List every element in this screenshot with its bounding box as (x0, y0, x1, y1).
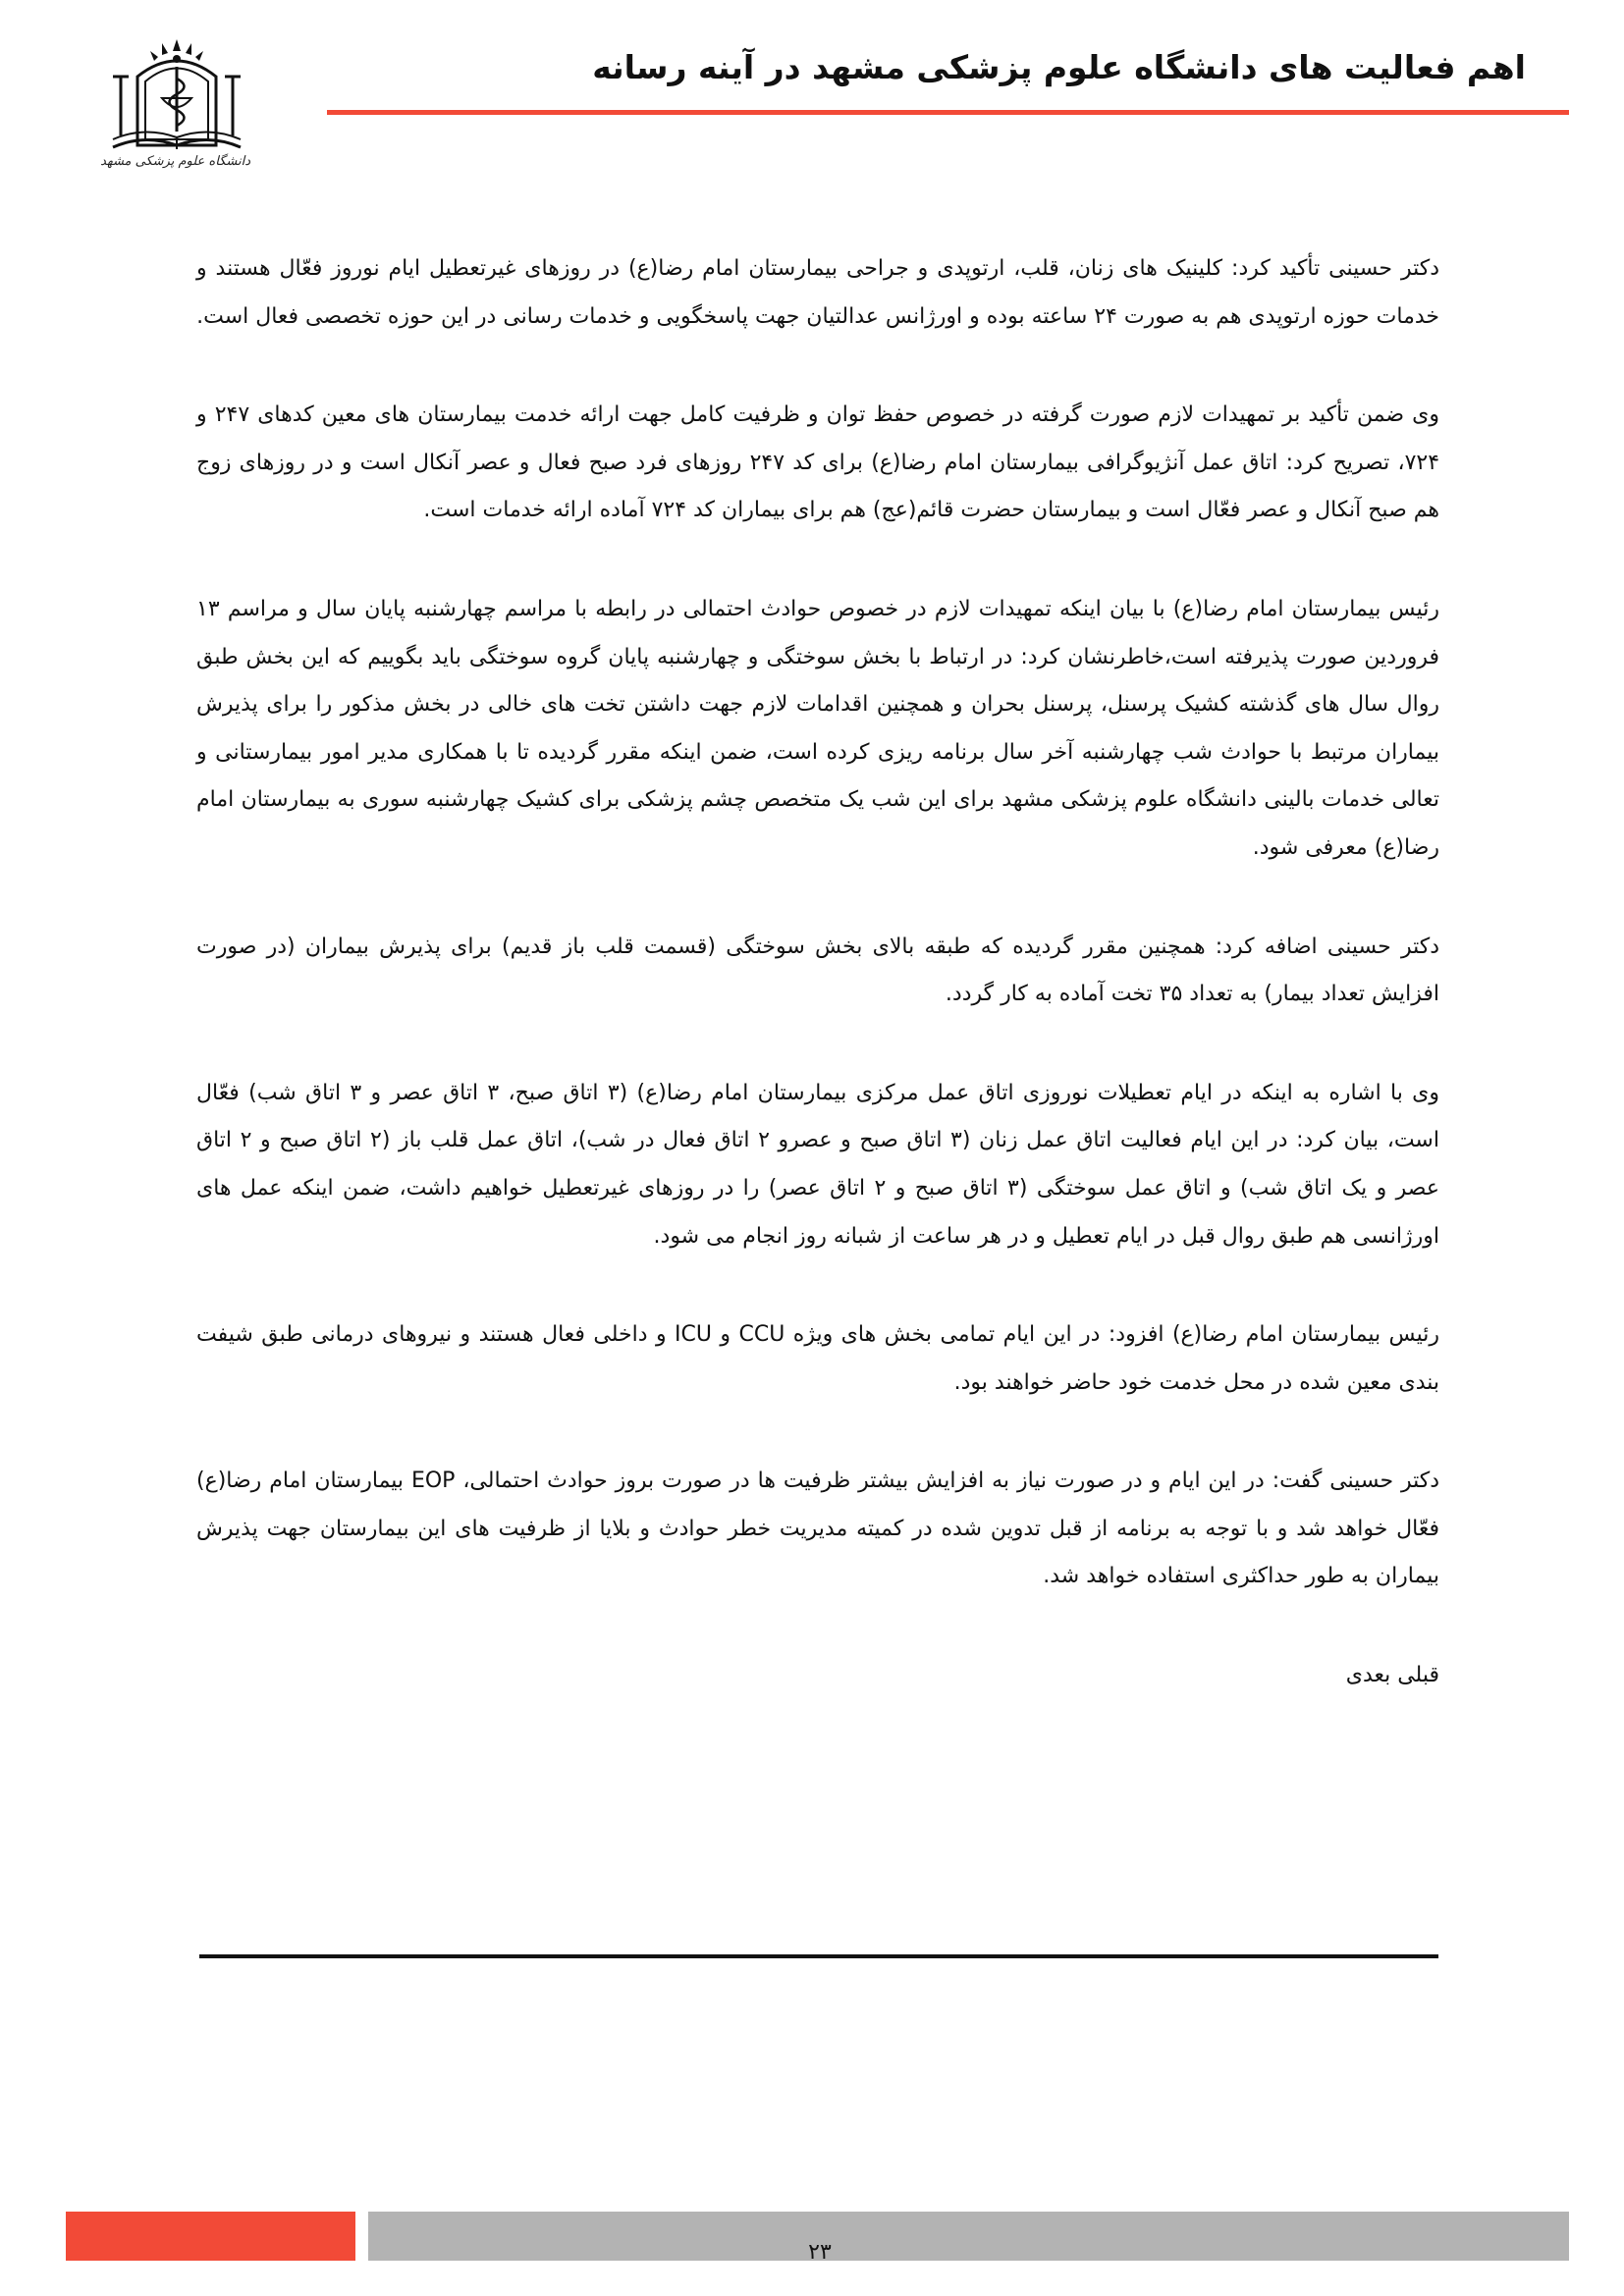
university-logo (100, 37, 250, 173)
article-paragraph: رئیس بیمارستان امام رضا(ع) افزود: در این ایام تمامی بخش های ویژه CCU و ICU و داخلی فعال هستند و نیروهای درمانی طبق شیفت بندی معین شده در محل خدمت خود حاضر خواهند بود. (196, 1322, 1439, 1395)
content-end-divider (199, 1954, 1438, 1958)
prev-next-links: قبلی بعدی (1345, 1663, 1439, 1688)
university-emblem-icon (103, 37, 250, 153)
article-paragraph: دکتر حسینی اضافه کرد: همچنین مقرر گردیده که طبقه بالای بخش سوختگی (قسمت قلب باز قدیم) برای پذیرش بیماران (در صورت افزایش تعداد بیمار) به تعداد ۳۵ تخت آماده به کار گردد. (196, 934, 1439, 1007)
article-body (196, 245, 1439, 1699)
header-divider (327, 110, 1569, 115)
footer-accent-bar (66, 2212, 355, 2261)
article-paragraph: وی ضمن تأکید بر تمهیدات لازم صورت گرفته در خصوص حفظ توان و ظرفیت کامل جهت ارائه خدمت بیمارستان های معین کدهای ۲۴۷ و ۷۲۴، تصریح کرد: اتاق عمل آنژیوگرافی بیمارستان امام رضا(ع) برای کد ۲۴۷ روزهای فرد صبح فعال و عصر آنکال است و در روزهای زوج هم صبح آنکال و عصر فعّال است و بیمارستان حضرت قائم(عج) هم برای بیماران کد ۷۲۴ آماده ارائه خدمات است. (196, 402, 1440, 523)
article-paragraph: رئیس بیمارستان امام رضا(ع) با بیان اینکه تمهیدات لازم در خصوص حوادث احتمالی در رابطه با مراسم چهارشنبه پایان سال و مراسم ۱۳ فروردین صورت پذیرفته است،خاطرنشان کرد: در ارتباط با بخش سوختگی و چهارشنبه پایان گروه سوختگی باید بگوییم که این بخش طبق روال سال های گذشته کشیک پرسنل، پرسنل بحران و همچنین اقدامات لازم جهت داشتن تخت های خالی در بخش مذکور را برای پذیرش بیماران مرتبط با حوادث شب چهارشنبه آخر سال برنامه ریزی کرده است، ضمن اینکه مقرر گردیده تا با همکاری مدیر امور بیمارستانی و تعالی خدمات بالینی دانشگاه علوم پزشکی مشهد برای این شب یک متخصص چشم پزشکی برای کشیک چهارشنبه سوری به بیمارستان امام رضا(ع) معرفی شود. (196, 596, 1439, 860)
page-header-title: اهم فعالیت های دانشگاه علوم پزشکی مشهد در آینه رسانه (592, 48, 1526, 86)
article-paragraph: دکتر حسینی تأکید کرد: کلینیک های زنان، قلب، ارتوپدی و جراحی بیمارستان امام رضا(ع) در روزهای غیرتعطیل ایام نوروز فعّال هستند و خدمات حوزه ارتوپدی هم به صورت ۲۴ ساعته بوده و اورژانس عدالتیان جهت پاسخگویی و خدمات رسانی در این حوزه تخصصی فعال است. (196, 256, 1439, 329)
article-paragraph: وی با اشاره به اینکه در ایام تعطیلات نوروزی اتاق عمل مرکزی بیمارستان امام رضا(ع) (۳ اتاق صبح، ۳ اتاق عصر و ۳ اتاق شب) فعّال است، بیان کرد: در این ایام فعالیت اتاق عمل زنان (۳ اتاق صبح و عصرو ۲ اتاق فعال در شب)، اتاق عمل قلب باز (۲ اتاق صبح و ۲ اتاق عصر و یک اتاق شب) و اتاق عمل سوختگی (۳ اتاق صبح و ۲ اتاق عصر) را در روزهای غیرتعطیل خواهیم داشت، ضمن اینکه عمل های اورژانسی هم طبق روال قبل در ایام تعطیل و در هر ساعت از شبانه روز انجام می شود. (196, 1080, 1440, 1249)
footer-gray-bar (368, 2212, 1569, 2261)
article-paragraph: دکتر حسینی گفت: در این ایام و در صورت نیاز به افزایش بیشتر ظرفیت ها در صورت بروز حوادث احتمالی، EOP بیمارستان امام رضا(ع) فعّال خواهد شد و با توجه به برنامه از قبل تدوین شده در کمیته مدیریت خطر حوادث و بلایا از ظرفیت های این بیمارستان جهت پذیرش بیماران به طور حداکثری استفاده خواهد شد. (196, 1468, 1439, 1589)
page-number: ۲۳ (808, 2240, 832, 2265)
logo-caption: دانشگاه علوم پزشکی مشهد (100, 154, 250, 169)
